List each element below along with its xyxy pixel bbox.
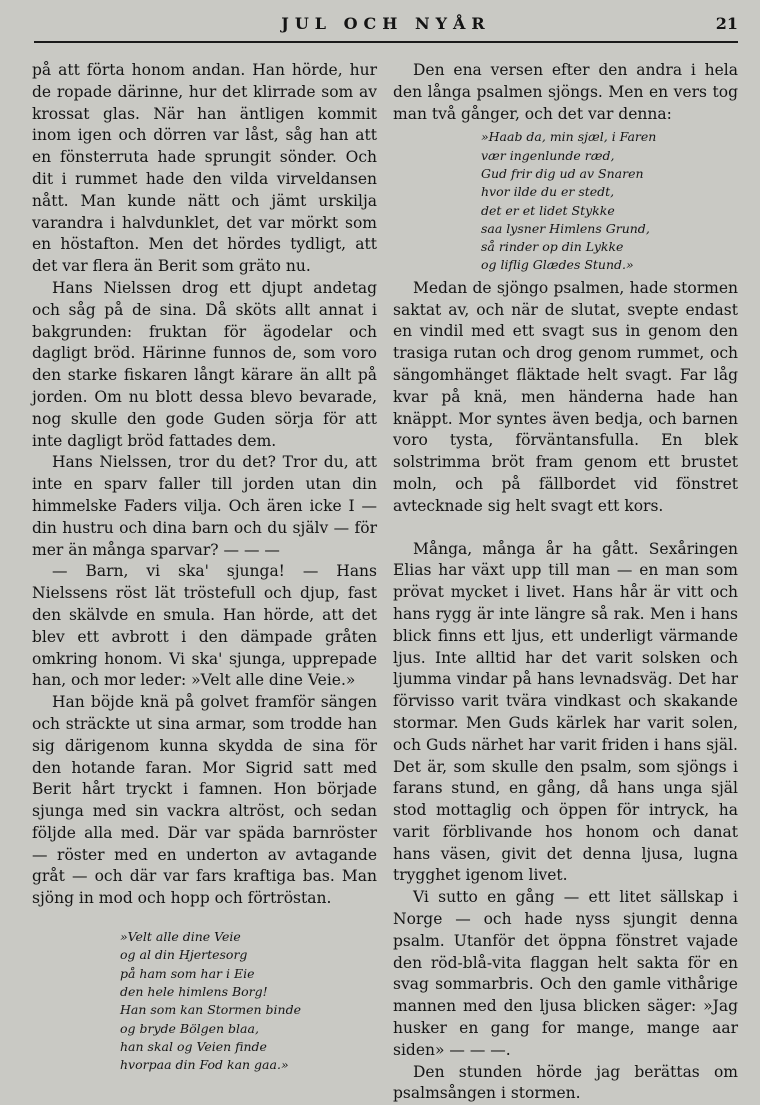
verse-line: saa lysner Himlens Grund,: [481, 220, 650, 236]
verse-line: og liflig Glædes Stund.»: [481, 257, 634, 273]
paragraph: — Barn, vi ska' sjunga! — Hans Nielssens röst lät tröstefull och djup, fast den skälvde en smula. Han hörde, att det blev ett avbrott i den dämpade gråten omkring honom. Vi ska' sjunga, upprepade han, och mor leder: »Velt alle dine Veie.»: [32, 562, 377, 690]
paragraph: på att förta honom andan. Han hörde, hur de ropade därinne, hur det klirrade som av krossat glas. När han äntligen kommit inom igen och dörren var låst, såg han att en fönsterruta hade sprungit sönder. Och dit i rummet hade den vilda virveldansen nått. Man kunde nätt och jämt urskilja varandra i halvdunklet, det var mörkt som en höstafton. Men det hördes tydligt, att det var flera än Berit som gräto nu.: [32, 61, 377, 276]
paragraph: Vi sutto en gång — ett litet sällskap i Norge — och hade nyss sjungit denna psalm. Utanför det öppna fönstret vajade den röd-blå-vita flaggan helt sakta för en svag sommarbris. Och den gamle vithårige mannen med den ljusa blicken säger: »Jag husker en gang for mange, mange aar siden» — — —.: [393, 888, 738, 1059]
verse-line: Gud frir dig ud av Snaren: [481, 165, 644, 181]
verse-line: det er et lidet Stykke: [481, 202, 615, 218]
right-column: [393, 60, 738, 1105]
verse-line: på ham som har i Eie: [120, 965, 255, 981]
verse-line: og al din Hjertesorg: [120, 947, 248, 963]
page-header: [34, 10, 738, 40]
verse-line: den hele himlens Borg!: [120, 983, 268, 999]
paragraph: Medan de sjöngo psalmen, hade stormen saktat av, och när de slutat, svepte endast en vindil med ett svagt sus in genom den trasiga rutan och drog genom rummet, och sängomhänget fläktade helt svagt. Far låg kvar på knä, men händerna hade han knäppt. Mor syntes även bedja, och barnen voro tysta, förväntansfulla. En blek solstrimma bröt fram genom ett brustet moln, och på fällbordet vid fönstret avtecknade sig helt svagt ett kors.: [393, 278, 738, 515]
verse-line: hvor ilde du er stedt,: [481, 184, 615, 200]
hymn-verse-right: [481, 128, 738, 274]
paragraph: Hans Nielssen, tror du det? Tror du, att inte en sparv faller till jorden utan din himmelske Faders vilja. Och ären icke I — din hustru och dina barn och du själv — för mer än många sparvar? — — —: [32, 453, 377, 559]
verse-line: og bryde Bölgen blaa,: [120, 1020, 259, 1036]
hymn-verse-left: [120, 928, 377, 1074]
header-rule: [34, 41, 738, 43]
paragraph: Hans Nielssen drog ett djupt andetag och såg på de sina. Då sköts allt annat i bakgrunden: fruktan för ägodelar och dagligt bröd. Härinne funnos de, som voro den starke fiskaren långt kärare än allt på jorden. Om nu blott dessa blevo bevarade, nog skulle den gode Guden sörja för att inte dagligt bröd fattades dem.: [32, 278, 377, 450]
verse-line: vær ingenlunde ræd,: [481, 147, 615, 163]
paragraph: Den ena versen efter den andra i hela den långa psalmen sjöngs. Men en vers tog man två gånger, och det var denna:: [393, 61, 738, 123]
verse-line: hvorpaa din Fod kan gaa.»: [120, 1057, 289, 1073]
paragraph: Den stunden hörde jag berättas om psalmsången i stormen.: [393, 1062, 738, 1103]
paragraph: Han böjde knä på golvet framför sängen och sträckte ut sina armar, som trodde han sig därigenom kunna skydda de sina för den hotande faran. Mor Sigrid satt med Berit hårt tryckt i famnen. Hon började sjunga med sin vackra altröst, och sedan följde alla med. Där var späda barnröster — röster med en underton av avtagande gråt — och där var fars kraftiga bas. Man sjöng in mod och hopp och förtröstan.: [32, 693, 377, 908]
verse-line: »Haab da, min sjæl, i Faren: [481, 129, 657, 145]
paragraph: Många, många år ha gått. Sexåringen Elias har växt upp till man — en man som prövat mycket i livet. Hans hår är vitt och hans rygg är inte längre så rak. Men i hans blick finns ett ljus, ett underligt värmande ljus. Inte alltid har det varit solsken och ljumma vindar på hans levnadsväg. Det har förvisso varit tvära vindkast och skakande stormar. Men Guds kärlek har varit solen, och Guds närhet har varit friden i hans själ. Det är, som skulle den psalm, som sjöngs i farans stund, en gång, då hans unga själ stod mottaglig och öppen för intryck, ha varit förblivande hos honom och danat hans väsen, givit det denna ljusa, lugna trygghet igenom livet.: [393, 539, 738, 885]
verse-line: »Velt alle dine Veie: [120, 929, 241, 945]
running-title: JUL OCH NYÅR: [281, 14, 491, 33]
page-number: 21: [715, 14, 738, 33]
verse-line: så rinder op din Lykke: [481, 239, 624, 255]
verse-line: han skal og Veien finde: [120, 1038, 267, 1054]
left-column: [32, 60, 377, 1074]
verse-line: Han som kan Stormen binde: [120, 1002, 302, 1018]
